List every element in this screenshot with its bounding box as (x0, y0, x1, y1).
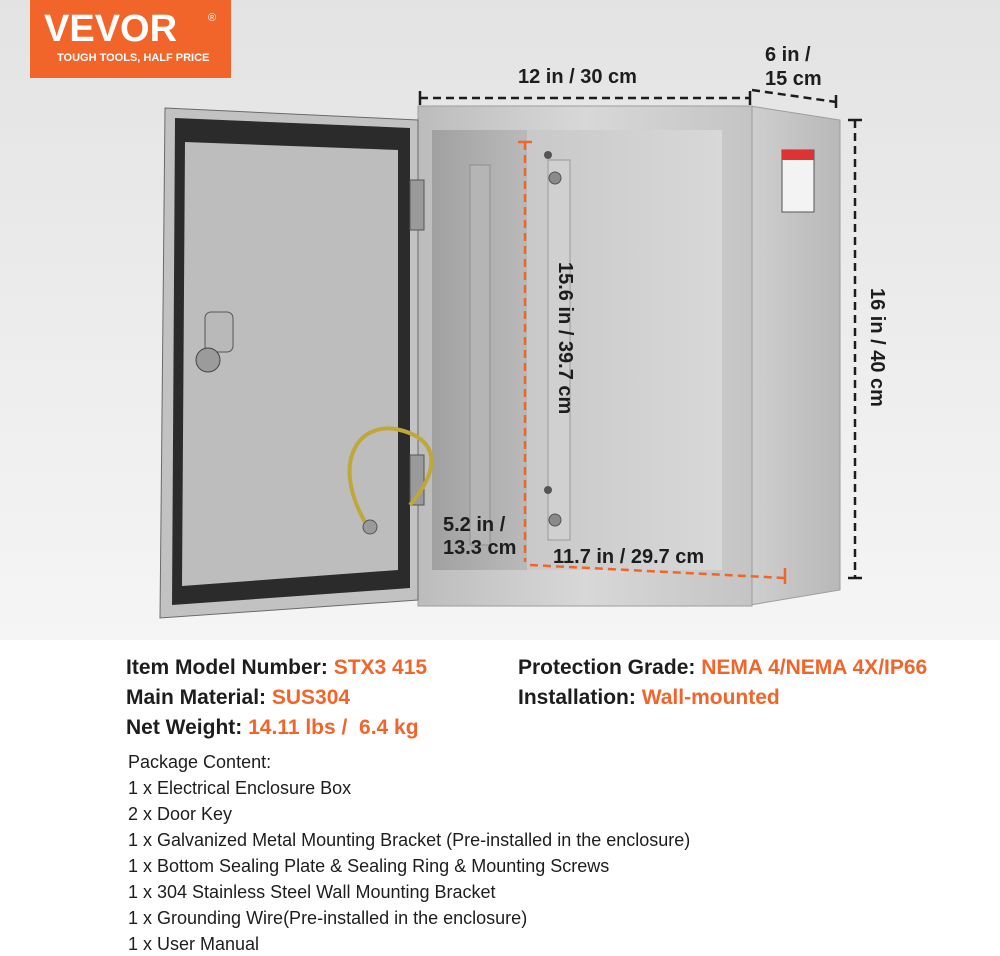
spec-installation-label: Installation: (518, 686, 636, 709)
package-item: 1 x Galvanized Metal Mounting Bracket (Pre-installed in the enclosure) (128, 830, 691, 850)
inner-depth-label-line2: 13.3 cm (443, 537, 517, 559)
spec-model-value: STX3 415 (333, 656, 428, 679)
logo-brand: VEVOR (44, 8, 178, 50)
package-heading: Package Content: (128, 752, 272, 772)
spec-weight-value: 14.11 lbs / 6.4 kg (248, 716, 419, 739)
spec-material (126, 686, 350, 710)
inner-height-label: 15.6 in / 39.7 cm (554, 262, 576, 415)
spec-material-label: Main Material: (126, 686, 267, 709)
package-item: 1 x 304 Stainless Steel Wall Mounting Bracket (128, 882, 496, 902)
package-item: 2 x Door Key (128, 804, 233, 824)
depth-label-line1: 6 in / (765, 44, 811, 66)
spec-installation (518, 686, 780, 710)
vevor-logo (30, 0, 231, 78)
door-hinge-top (410, 180, 424, 230)
spec-installation-value: Wall-mounted (641, 686, 780, 709)
spec-protection-label: Protection Grade: (518, 656, 696, 679)
spec-weight (126, 716, 419, 740)
spec-model-label: Item Model Number: (126, 656, 328, 679)
package-item: 1 x Grounding Wire(Pre-installed in the enclosure) (128, 908, 528, 928)
depth-dimension-line (752, 90, 836, 102)
logo-registered-mark: ® (208, 12, 217, 24)
spec-weight-label: Net Weight: (126, 716, 243, 739)
spec-model (126, 656, 427, 680)
package-item: 1 x Bottom Sealing Plate & Sealing Ring & Mounting Screws (128, 856, 610, 876)
spec-material-value: SUS304 (271, 686, 351, 709)
door-latch (205, 312, 233, 352)
logo-tagline: TOUGH TOOLS, HALF PRICE (57, 52, 210, 64)
inner-depth-label-line1: 5.2 in / (443, 514, 506, 536)
inner-width-label: 11.7 in / 29.7 cm (553, 546, 705, 568)
spec-protection-value: NEMA 4/NEMA 4X/IP66 (701, 656, 928, 679)
spec-protection (518, 656, 927, 680)
height-label: 16 in / 40 cm (866, 288, 888, 407)
width-label: 12 in / 30 cm (518, 66, 637, 88)
package-item: 1 x Electrical Enclosure Box (128, 778, 352, 798)
depth-label-line2: 15 cm (765, 68, 822, 90)
mounting-rail-left (470, 165, 490, 545)
package-item: 1 x User Manual (128, 934, 260, 954)
